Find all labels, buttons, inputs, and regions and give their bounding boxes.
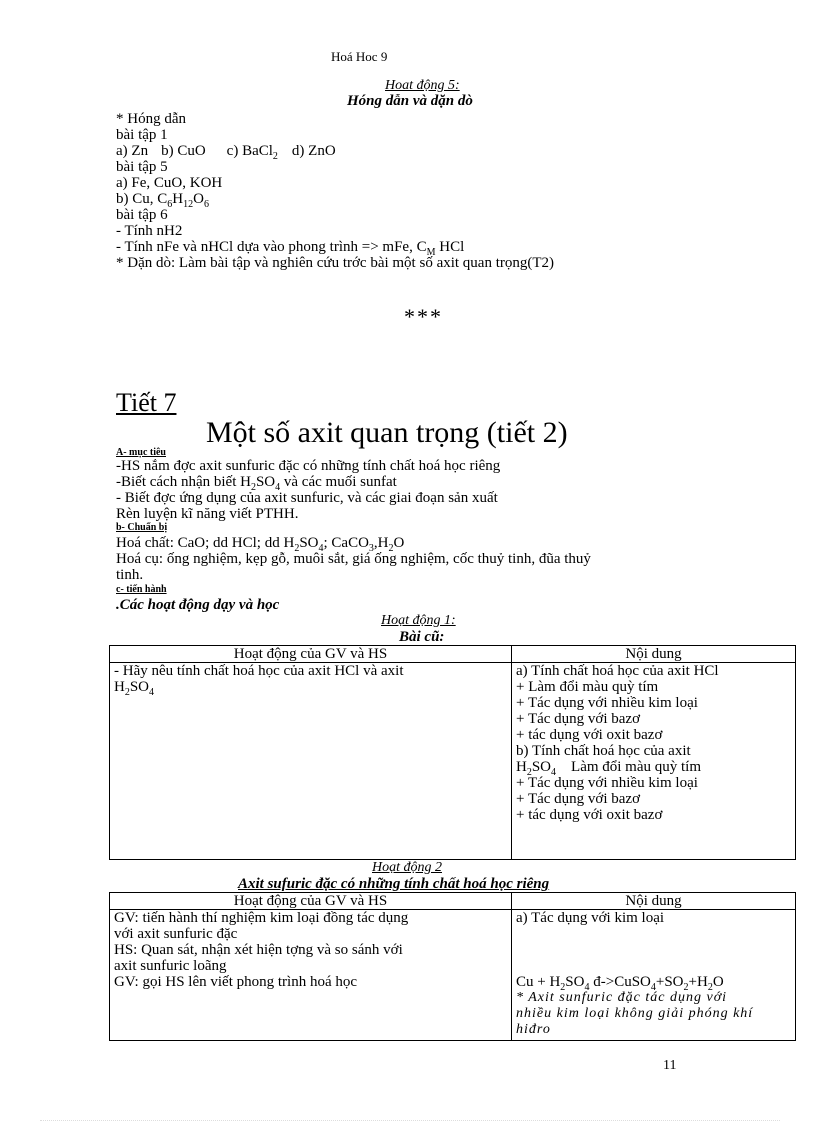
lesson-title: Một số axit quan trọng (tiết 2) bbox=[206, 416, 568, 449]
exercise-6-step-2 bbox=[116, 239, 554, 258]
formula-part: đ->CuSO bbox=[589, 974, 651, 990]
step-line: với axit sunfuric đặc bbox=[114, 926, 238, 942]
subscript: 6 bbox=[167, 199, 173, 210]
formula-part: O bbox=[712, 974, 724, 990]
answer-b: b) CuO bbox=[161, 143, 206, 159]
step-line: GV: gọi HS lên viết phong trình hoá học bbox=[114, 974, 358, 990]
subscript: 4 bbox=[551, 767, 557, 778]
homework-note: * Dặn dò: Làm bài tập và nghiên cứu trớc bài một số axit quan trọng(T2) bbox=[116, 255, 555, 271]
review-answer-cell bbox=[512, 663, 796, 860]
subscript: 2 bbox=[388, 543, 394, 554]
formula-part: b) Cu, C bbox=[116, 191, 168, 207]
formula-part: SO bbox=[129, 679, 150, 695]
text-part: O bbox=[393, 535, 405, 551]
subscript: 12 bbox=[183, 199, 194, 210]
procedure-label: c- tiến hành bbox=[116, 584, 167, 595]
text-part: SO bbox=[299, 535, 319, 551]
experiment-table bbox=[109, 892, 796, 1041]
activity-5-subtitle: Hóng dẫn và dặn dò bbox=[347, 93, 473, 109]
formula-part: H bbox=[516, 759, 527, 775]
subscript: 4 bbox=[318, 543, 324, 554]
activity-2-subtitle: Axit sufuric đặc có những tính chất hoá học riêng bbox=[238, 876, 550, 892]
subscript: 2 bbox=[124, 687, 130, 698]
period-label: Tiết 7 bbox=[116, 388, 177, 417]
subscript: 2 bbox=[294, 543, 300, 554]
objective-3: - Biết đợc ứng dụng của axit sunfuric, và các giai đoạn sản xuất bbox=[116, 490, 498, 506]
review-question: - Hãy nêu tính chất hoá học của axit HCl và axit bbox=[114, 663, 404, 679]
exercise-5-a: a) Fe, CuO, KOH bbox=[116, 175, 223, 191]
equipment-line-cont: tinh. bbox=[116, 567, 144, 583]
page-number: 11 bbox=[663, 1058, 677, 1073]
answer-d: d) ZnO bbox=[291, 143, 336, 159]
subscript: 4 bbox=[650, 982, 656, 993]
formula-part: O bbox=[193, 191, 204, 207]
subscript: 6 bbox=[203, 199, 209, 210]
activity-1-subtitle: Bài cũ: bbox=[399, 629, 445, 645]
answer-line: + tác dụng với oxit bazơ bbox=[516, 727, 663, 743]
answer-line bbox=[516, 759, 791, 778]
answer-line: b) Tính chất hoá học của axit bbox=[516, 743, 691, 759]
subscript: 4 bbox=[149, 687, 155, 698]
formula-part: +H bbox=[688, 974, 708, 990]
step-line: HS: Quan sát, nhận xét hiện tợng và so sánh với bbox=[114, 942, 403, 958]
objective-2 bbox=[116, 474, 500, 493]
answer-c: c) BaCl bbox=[226, 143, 273, 159]
experiment-content-cell bbox=[512, 910, 796, 1041]
objective-1: -HS nắm đợc axit sunfuric đặc có những tính chất hoá học riêng bbox=[116, 458, 501, 474]
activities-heading: .Các hoạt động dạy và học bbox=[116, 597, 280, 613]
activity-1-title: Hoạt động 1: bbox=[381, 613, 456, 628]
subscript: 2 bbox=[683, 982, 689, 993]
column-header-activity: Hoạt động của GV và HS bbox=[110, 893, 512, 910]
text-part: ,H bbox=[373, 535, 389, 551]
note-line: nhiều kim loại không giải phóng khí bbox=[516, 1006, 754, 1021]
note-line: hiđro bbox=[516, 1022, 551, 1037]
subscript: 4 bbox=[584, 982, 590, 993]
chemicals-line bbox=[116, 535, 591, 554]
formula-part: Cu + H bbox=[516, 974, 561, 990]
text-part: ; CaCO bbox=[323, 535, 369, 551]
formula-part: +SO bbox=[655, 974, 684, 990]
exercise-6-step-1: - Tính nH2 bbox=[116, 223, 183, 239]
activity-2-title: Hoạt động 2 bbox=[372, 860, 442, 875]
text-part: Hoá chất: CaO; dd HCl; dd H bbox=[116, 535, 295, 551]
equipment-line: Hoá cụ: ống nghiệm, kẹp gỗ, muôi sắt, giá ống nghiệm, cốc thuỷ tinh, đũa thuỷ bbox=[116, 551, 591, 567]
reaction-equation bbox=[516, 974, 791, 993]
exercise-5-b bbox=[116, 191, 554, 210]
answer-line: + Tác dụng với nhiều kim loại bbox=[516, 775, 698, 791]
formula-part: H bbox=[172, 191, 184, 207]
answer-line: + Tác dụng với bazơ bbox=[516, 791, 641, 807]
text-part: HCl bbox=[435, 239, 465, 255]
activity-5-title: Hoat động 5: bbox=[385, 78, 460, 93]
subscript: 2 bbox=[250, 482, 256, 493]
answer-line: + Làm đổi màu quỳ tím bbox=[516, 679, 659, 695]
text-part: - Tính nFe và nHCl dựa vào phong trình => mFe, C bbox=[116, 239, 427, 255]
answer-line: + Tác dụng với nhiều kim loại bbox=[516, 695, 698, 711]
step-line: axit sunfuric loãng bbox=[114, 958, 227, 974]
preparation-section bbox=[116, 535, 591, 583]
text-part: SO bbox=[255, 474, 276, 490]
exercise-5-label: bài tập 5 bbox=[116, 159, 168, 175]
subscript: 2 bbox=[707, 982, 713, 993]
exercise-1-answers bbox=[116, 143, 554, 162]
subscript: M bbox=[426, 247, 436, 258]
content-heading: a) Tác dụng với kim loại bbox=[516, 910, 665, 926]
text-part: Làm đổi màu quỳ tím bbox=[556, 759, 702, 775]
experiment-steps-cell bbox=[110, 910, 512, 1041]
section-separator: *** bbox=[404, 304, 443, 329]
subscript: 4 bbox=[275, 482, 281, 493]
answer-line: + Tác dụng với bazơ bbox=[516, 711, 641, 727]
exercise-1-label: bài tập 1 bbox=[116, 127, 168, 143]
formula-part: SO bbox=[531, 759, 552, 775]
preparation-label: b- Chuẩn bị bbox=[116, 522, 168, 533]
answer-a: a) Zn bbox=[116, 143, 149, 159]
text-part: -Biết cách nhận biết H bbox=[116, 474, 251, 490]
review-question-cont bbox=[114, 679, 507, 698]
exercise-6-label: bài tập 6 bbox=[116, 207, 168, 223]
guide-section bbox=[116, 111, 554, 271]
column-header-activity: Hoạt động của GV và HS bbox=[110, 646, 512, 663]
column-header-content: Nội dung bbox=[512, 646, 796, 663]
formula-part: SO bbox=[565, 974, 585, 990]
column-header-content: Nội dung bbox=[512, 893, 796, 910]
review-table bbox=[109, 645, 796, 860]
objectives-section bbox=[116, 458, 500, 522]
subscript: 2 bbox=[560, 982, 566, 993]
guide-heading: * Hóng dẫn bbox=[116, 111, 186, 127]
note-line: * Axit sunfuric đặc tác dụng với bbox=[516, 990, 728, 1005]
footer-divider bbox=[40, 1120, 780, 1121]
formula-part: H bbox=[114, 679, 125, 695]
objective-4: Rèn luyện kĩ năng viết PTHH. bbox=[116, 506, 299, 522]
step-line: GV: tiến hành thí nghiệm kim loại đồng tác dụng bbox=[114, 910, 409, 926]
answer-line: + tác dụng với oxit bazơ bbox=[516, 807, 663, 823]
text-part: và các muối sunfat bbox=[280, 474, 397, 490]
review-question-cell bbox=[110, 663, 512, 860]
page-header: Hoá Hoc 9 bbox=[331, 49, 388, 64]
subscript: 2 bbox=[526, 767, 532, 778]
objectives-label: A- mục tiêu bbox=[116, 447, 166, 458]
subscript: 3 bbox=[368, 543, 374, 554]
subscript: 2 bbox=[272, 151, 278, 162]
answer-line: a) Tính chất hoá học của axit HCl bbox=[516, 663, 719, 679]
